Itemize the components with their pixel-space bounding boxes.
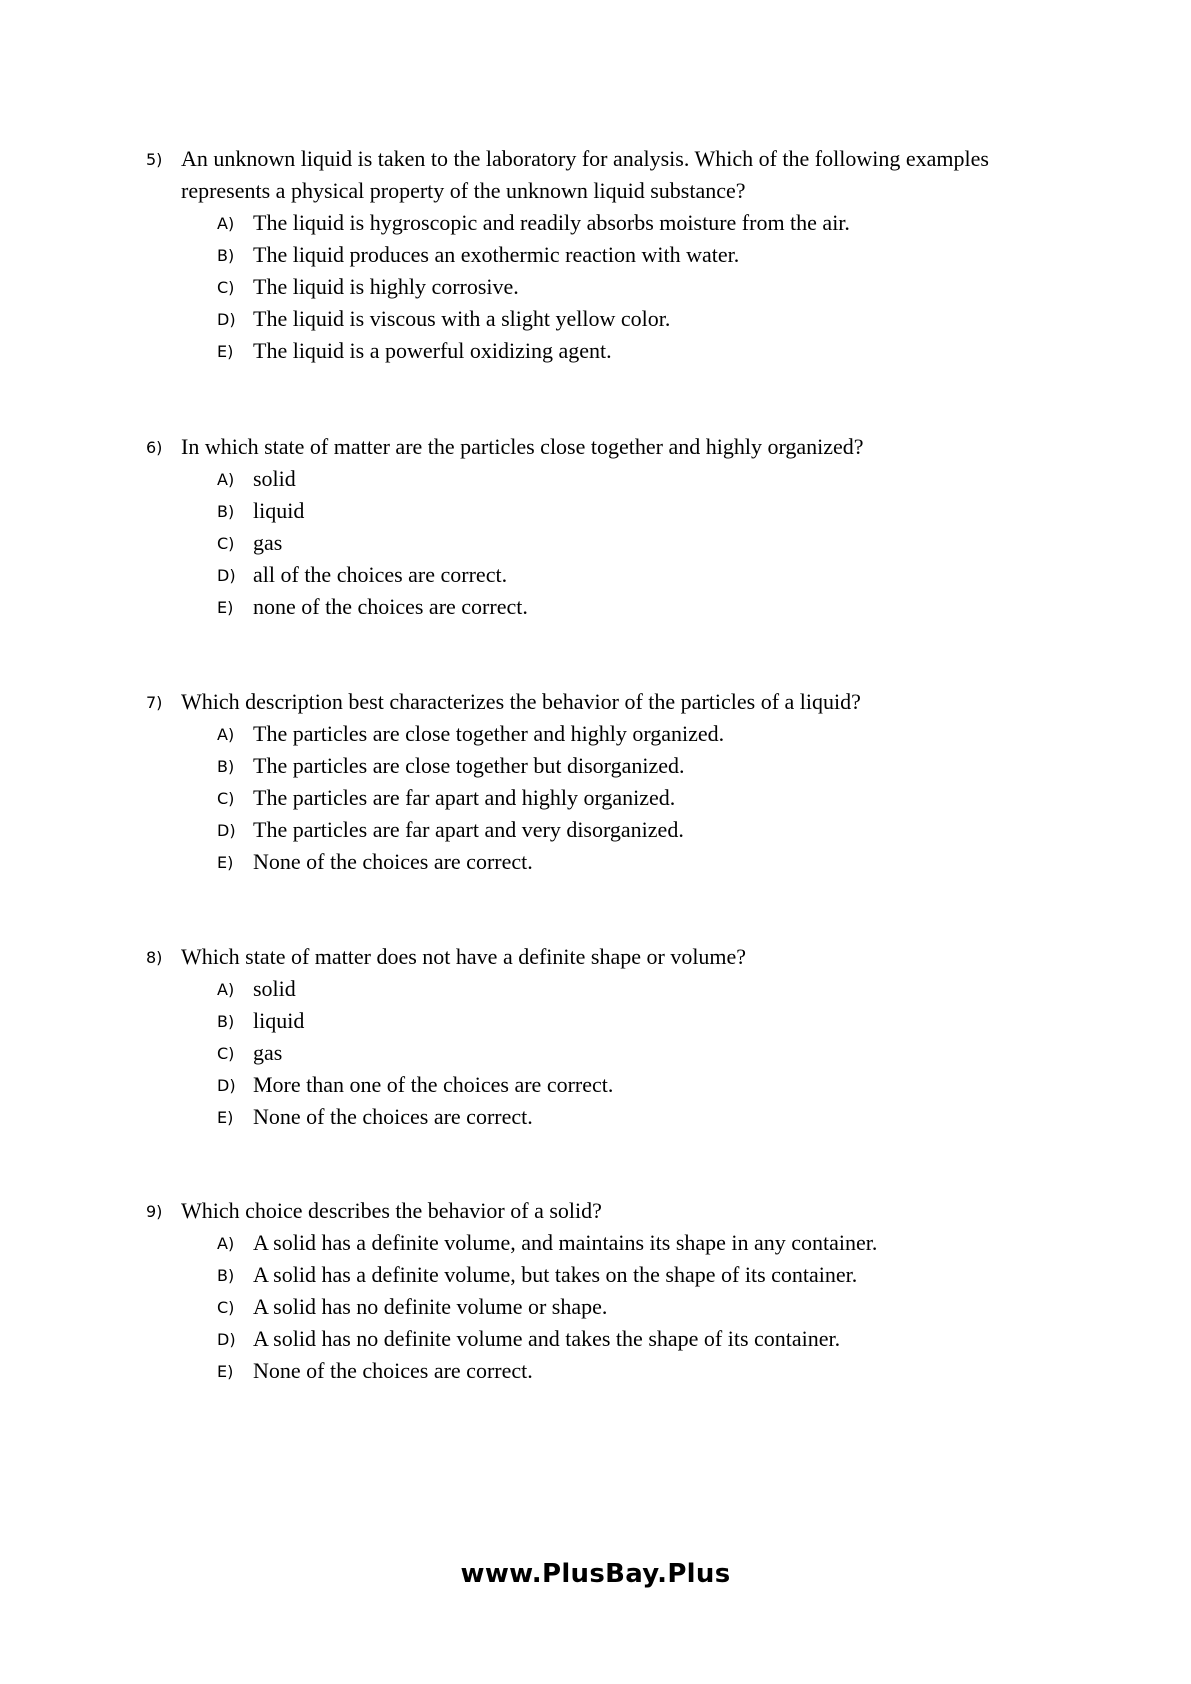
- option-letter: E): [217, 1108, 234, 1127]
- option-letter: C): [217, 534, 235, 553]
- option-letter: E): [217, 1362, 234, 1381]
- option-text: More than one of the choices are correct.: [253, 1072, 614, 1097]
- question-number: 5): [146, 150, 163, 169]
- option-text: A solid has no definite volume and takes the shape of its container.: [253, 1326, 841, 1351]
- option-text: The particles are far apart and highly organized.: [253, 785, 676, 810]
- option-letter: C): [217, 1044, 235, 1063]
- option-b: [146, 750, 1076, 782]
- question-text: In which state of matter are the particles close together and highly organized?: [181, 434, 864, 459]
- question-stem: [146, 1195, 1076, 1227]
- option-a: [146, 718, 1076, 750]
- option-text: A solid has a definite volume, but takes on the shape of its container.: [253, 1262, 858, 1287]
- option-letter: D): [217, 1076, 236, 1095]
- option-text: solid: [253, 976, 296, 1001]
- option-b: [146, 1005, 1076, 1037]
- option-letter: C): [217, 278, 235, 297]
- option-text: A solid has a definite volume, and maintains its shape in any container.: [253, 1230, 878, 1255]
- option-letter: E): [217, 598, 234, 617]
- option-letter: E): [217, 342, 234, 361]
- option-c: [146, 1291, 1076, 1323]
- option-letter: C): [217, 1298, 235, 1317]
- option-letter: D): [217, 1330, 236, 1349]
- option-text: The particles are close together and highly organized.: [253, 721, 725, 746]
- question-5: [146, 143, 1076, 367]
- footer-watermark: www.PlusBay.Plus: [460, 1559, 731, 1589]
- question-number: 7): [146, 693, 163, 712]
- option-b: [146, 239, 1076, 271]
- option-text: The liquid is a powerful oxidizing agent.: [253, 338, 612, 363]
- option-letter: A): [217, 470, 235, 489]
- question-7: [146, 686, 1076, 878]
- option-letter: B): [217, 757, 235, 776]
- option-letter: D): [217, 821, 236, 840]
- option-c: [146, 782, 1076, 814]
- question-stem: [146, 143, 1076, 207]
- option-text: gas: [253, 1040, 283, 1065]
- option-text: none of the choices are correct.: [253, 594, 528, 619]
- option-text: The liquid is highly corrosive.: [253, 274, 519, 299]
- option-c: [146, 271, 1076, 303]
- option-text: None of the choices are correct.: [253, 1358, 533, 1383]
- option-b: [146, 495, 1076, 527]
- question-stem: [146, 431, 1076, 463]
- option-letter: D): [217, 310, 236, 329]
- option-letter: C): [217, 789, 235, 808]
- option-letter: A): [217, 1234, 235, 1253]
- option-list: [146, 718, 1076, 878]
- option-d: [146, 814, 1076, 846]
- option-a: [146, 463, 1076, 495]
- option-letter: A): [217, 980, 235, 999]
- option-text: liquid: [253, 1008, 305, 1033]
- option-text: None of the choices are correct.: [253, 1104, 533, 1129]
- option-text: gas: [253, 530, 283, 555]
- option-text: The liquid is hygroscopic and readily absorbs moisture from the air.: [253, 210, 850, 235]
- option-c: [146, 527, 1076, 559]
- option-e: [146, 1355, 1076, 1387]
- option-e: [146, 846, 1076, 878]
- option-text: The liquid produces an exothermic reaction with water.: [253, 242, 740, 267]
- option-letter: A): [217, 214, 235, 233]
- option-text: all of the choices are correct.: [253, 562, 508, 587]
- option-text: solid: [253, 466, 296, 491]
- option-d: [146, 559, 1076, 591]
- question-number: 6): [146, 438, 163, 457]
- option-letter: B): [217, 246, 235, 265]
- option-text: liquid: [253, 498, 305, 523]
- question-number: 8): [146, 948, 163, 967]
- option-list: [146, 1227, 1076, 1387]
- option-text: A solid has no definite volume or shape.: [253, 1294, 608, 1319]
- option-letter: D): [217, 566, 236, 585]
- question-text: An unknown liquid is taken to the laboratory for analysis. Which of the following examples represents a physical property of the unknown liquid substance?: [181, 146, 989, 203]
- option-letter: E): [217, 853, 234, 872]
- option-a: [146, 973, 1076, 1005]
- option-a: [146, 1227, 1076, 1259]
- option-text: None of the choices are correct.: [253, 849, 533, 874]
- option-list: [146, 207, 1076, 367]
- question-stem: [146, 941, 1076, 973]
- question-text: Which description best characterizes the behavior of the particles of a liquid?: [181, 689, 861, 714]
- option-letter: B): [217, 1012, 235, 1031]
- option-letter: B): [217, 502, 235, 521]
- question-number: 9): [146, 1202, 163, 1221]
- option-d: [146, 1069, 1076, 1101]
- option-e: [146, 591, 1076, 623]
- option-c: [146, 1037, 1076, 1069]
- option-text: The particles are far apart and very disorganized.: [253, 817, 684, 842]
- option-e: [146, 1101, 1076, 1133]
- option-e: [146, 335, 1076, 367]
- question-9: [146, 1195, 1076, 1387]
- question-6: [146, 431, 1076, 623]
- question-text: Which choice describes the behavior of a solid?: [181, 1198, 602, 1223]
- option-d: [146, 303, 1076, 335]
- option-list: [146, 463, 1076, 623]
- option-d: [146, 1323, 1076, 1355]
- question-8: [146, 941, 1076, 1133]
- option-letter: A): [217, 725, 235, 744]
- option-text: The liquid is viscous with a slight yellow color.: [253, 306, 671, 331]
- option-b: [146, 1259, 1076, 1291]
- option-text: The particles are close together but disorganized.: [253, 753, 685, 778]
- option-a: [146, 207, 1076, 239]
- question-stem: [146, 686, 1076, 718]
- option-letter: B): [217, 1266, 235, 1285]
- question-text: Which state of matter does not have a definite shape or volume?: [181, 944, 747, 969]
- option-list: [146, 973, 1076, 1133]
